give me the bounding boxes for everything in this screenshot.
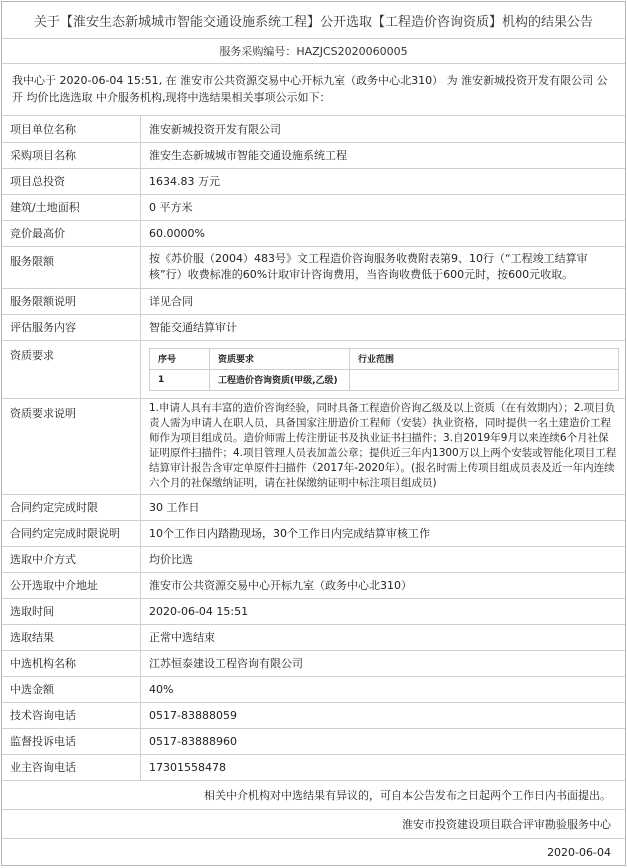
row-label: 合同约定完成时限 bbox=[2, 494, 141, 520]
row-label: 采购项目名称 bbox=[2, 142, 141, 168]
row-value: 0517-83888960 bbox=[141, 728, 626, 754]
row-label: 合同约定完成时限说明 bbox=[2, 520, 141, 546]
table-row bbox=[2, 398, 625, 494]
row-label: 公开选取中介地址 bbox=[2, 572, 141, 598]
row-label: 服务限额说明 bbox=[2, 288, 141, 314]
table-row bbox=[2, 546, 625, 572]
row-value: 详见合同 bbox=[141, 288, 626, 314]
qualification-cell-scope bbox=[350, 369, 619, 390]
row-label: 资质要求说明 bbox=[2, 398, 141, 494]
row-value: 均价比选 bbox=[141, 546, 626, 572]
row-label: 中选金额 bbox=[2, 676, 141, 702]
publish-date: 2020-06-04 bbox=[547, 846, 611, 859]
row-label: 选取结果 bbox=[2, 624, 141, 650]
table-row bbox=[2, 598, 625, 624]
row-value: 0 平方米 bbox=[141, 194, 626, 220]
row-label: 项目总投资 bbox=[2, 168, 141, 194]
row-value: 淮安市公共资源交易中心开标九室（政务中心北310） bbox=[141, 572, 626, 598]
table-row bbox=[2, 520, 625, 546]
row-label: 选取时间 bbox=[2, 598, 141, 624]
table-row bbox=[2, 340, 625, 398]
table-row bbox=[2, 142, 625, 168]
row-label: 评估服务内容 bbox=[2, 314, 141, 340]
objection-notice: 相关中介机构对中选结果有异议的，可自本公告发布之日起两个工作日内书面提出。 bbox=[2, 781, 625, 810]
row-value: 40% bbox=[141, 676, 626, 702]
column-header: 行业范围 bbox=[350, 348, 619, 369]
table-row bbox=[2, 246, 625, 288]
row-label: 服务限额 bbox=[2, 246, 141, 288]
row-label: 资质要求 bbox=[2, 340, 141, 398]
qualification-cell bbox=[141, 340, 626, 398]
table-row bbox=[2, 220, 625, 246]
row-value: 10个工作日内踏勘现场，30个工作日内完成结算审核工作 bbox=[141, 520, 626, 546]
table-row bbox=[2, 572, 625, 598]
table-row bbox=[2, 314, 625, 340]
row-value: 17301558478 bbox=[141, 754, 626, 780]
qualification-cell-req: 工程造价咨询资质(甲级,乙级) bbox=[210, 369, 350, 390]
intro-text: 我中心于 2020-06-04 15:51, 在 淮安市公共资源交易中心开标九室（政务中心北310） 为 淮安新城投资开发有限公司 公开 均价比选选取 中介服务机构,现将中选结果相关事项公示如下： bbox=[2, 64, 625, 116]
table-row bbox=[2, 754, 625, 780]
row-value: 1.申请人具有丰富的造价咨询经验，同时具备工程造价咨询乙级及以上资质（在有效期内）；2.项目负责人需为申请人在职人员，具备国家注册造价工程师（安装）执业资格，同时提供一名土建造价工程师作为项目组成员。造价师需上传注册证书及执业证书扫描件；3.自2019年9月以来连续6个月社保证明原件扫描件；4.项目管理人员表加盖公章；提供近三年内1300万以上两个安装或智能化项目工程结算审计报告含审定单原件扫描件（2017年-2020年）。(报名时需上传项目组成员表及近一年内连续六个月的社保缴纳证明，请在社保缴纳证明中标注项目组成员) bbox=[141, 398, 626, 494]
row-label: 建筑/土地面积 bbox=[2, 194, 141, 220]
row-label: 竞价最高价 bbox=[2, 220, 141, 246]
row-label: 选取中介方式 bbox=[2, 546, 141, 572]
table-row bbox=[2, 494, 625, 520]
row-value: 淮安生态新城城市智能交通设施系统工程 bbox=[141, 142, 626, 168]
row-value: 正常中选结束 bbox=[141, 624, 626, 650]
table-row bbox=[2, 702, 625, 728]
table-row bbox=[2, 116, 625, 142]
row-value: 按《苏价服（2004）483号》文工程造价咨询服务收费附表第9、10行（“工程竣工结算审核”行）收费标准的60%计取审计咨询费用，当咨询收费低于600元时，按600元收取。 bbox=[141, 246, 626, 288]
qualification-cell-no: 1 bbox=[150, 369, 210, 390]
row-label: 中选机构名称 bbox=[2, 650, 141, 676]
row-label: 项目单位名称 bbox=[2, 116, 141, 142]
row-value: 智能交通结算审计 bbox=[141, 314, 626, 340]
row-label: 技术咨询电话 bbox=[2, 702, 141, 728]
table-row bbox=[2, 624, 625, 650]
column-header: 资质要求 bbox=[210, 348, 350, 369]
page-title: 关于【淮安生态新城城市智能交通设施系统工程】公开选取【工程造价咨询资质】机构的结果公告 bbox=[2, 2, 625, 39]
qualification-row bbox=[150, 369, 619, 390]
row-label: 监督投诉电话 bbox=[2, 728, 141, 754]
row-value: 淮安新城投资开发有限公司 bbox=[141, 116, 626, 142]
announcement-page bbox=[1, 1, 626, 866]
row-value: 江苏恒泰建设工程咨询有限公司 bbox=[141, 650, 626, 676]
row-value: 60.0000% bbox=[141, 220, 626, 246]
table-row bbox=[2, 650, 625, 676]
qualification-table bbox=[149, 348, 619, 391]
details-table bbox=[2, 116, 625, 781]
qualification-header-row bbox=[150, 348, 619, 369]
row-value: 1634.83 万元 bbox=[141, 168, 626, 194]
table-row bbox=[2, 194, 625, 220]
procurement-code: 服务采购编号：HAZJCS2020060005 bbox=[2, 39, 625, 64]
table-row bbox=[2, 168, 625, 194]
issuing-org: 淮安市投资建设项目联合评审勘验服务中心 bbox=[2, 810, 625, 839]
table-row bbox=[2, 676, 625, 702]
row-value: 30 工作日 bbox=[141, 494, 626, 520]
column-header: 序号 bbox=[150, 348, 210, 369]
row-value: 0517-83888059 bbox=[141, 702, 626, 728]
row-value: 2020-06-04 15:51 bbox=[141, 598, 626, 624]
table-row bbox=[2, 728, 625, 754]
row-label: 业主咨询电话 bbox=[2, 754, 141, 780]
table-row bbox=[2, 288, 625, 314]
